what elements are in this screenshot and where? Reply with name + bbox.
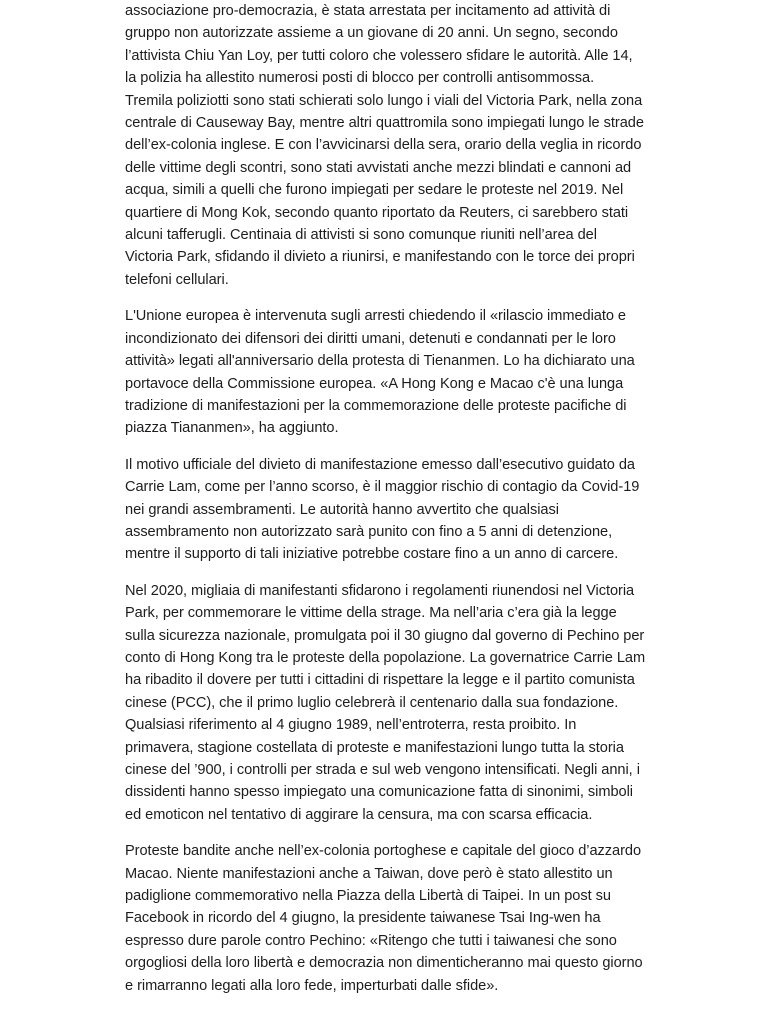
article-paragraph-1: associazione pro-democrazia, è stata arrestata per incitamento ad attività di gruppo non autorizzate assieme a un giovane di 20 anni. Un segno, secondo l’attivista Chiu Yan Loy, per tutti coloro che volessero sfidare le autorità. Alle 14, la polizia ha allestito numerosi posti di blocco per controlli antisommossa. (125, 3, 633, 87)
article-paragraph-2: Tremila poliziotti sono stati schierati solo lungo i viali del Victoria Park, nella zona centrale di Causeway Bay, mentre altri quattromila sono impiegati lungo le strade dell’ex-colonia inglese. E con l’avvicinarsi della sera, orario della veglia in ricordo delle vittime degli scontri, sono stati avvistati anche mezzi blindati e cannoni ad acqua, simili a quelli che furono impiegati per sedare le proteste nel 2019. Nel quartiere di Mong Kok, secondo quanto riportato da Reuters, ci sarebbero stati alcuni tafferugli. Centinaia di attivisti si sono comunque riuniti nell’area del Victoria Park, sfidando il divieto a riunirsi, e manifestando con le torce dei propri telefoni cellulari. (125, 92, 644, 288)
article-body (125, 0, 647, 1011)
article-paragraph-3: L'Unione europea è intervenuta sugli arresti chiedendo il «rilascio immediato e incondizionato dei difensori dei diritti umani, detenuti e condannati per le loro attività» legati all'anniversario della protesta di Tienanmen. Lo ha dichiarato una portavoce della Commissione europea. «A Hong Kong e Macao c'è una lunga tradizione di manifestazioni per la commemorazione delle proteste pacifiche di piazza Tiananmen», ha aggiunto. (125, 308, 635, 437)
article-paragraph-7: Proteste bandite anche nell’ex-colonia portoghese e capitale del gioco d’azzardo Macao. Niente manifestazioni anche a Taiwan, dove però è stato allestito un padiglione commemorativo nella Piazza della Libertà di Taipei. In un post su Facebook in ricordo del 4 giugno, la presidente taiwanese Tsai Ing-wen ha espresso dure parole contro Pechino: «Ritengo che tutti i taiwanesi che sono orgogliosi della loro libertà e democrazia non dimenticheranno mai questo giorno e rimarranno legati alla loro fede, imperturbati dalle sfide». (125, 843, 643, 994)
article-paragraph-4: Il motivo ufficiale del divieto di manifestazione emesso dall’esecutivo guidato da Carrie Lam, come per l’anno scorso, è il maggior rischio di contagio da Covid-19 nei grandi assembramenti. Le autorità hanno avvertito che qualsiasi assembramento non autorizzato sarà punito con fino a 5 anni di detenzione, mentre il supporto di tali iniziative potrebbe costare fino a un anno di carcere. (125, 456, 640, 563)
article-paragraph-5: Nel 2020, migliaia di manifestanti sfidarono i regolamenti riunendosi nel Victoria Park, per commemorare le vittime della strage. Ma nell’aria c’era già la legge sulla sicurezza nazionale, promulgata poi il 30 giugno dal governo di Pechino per conto di Hong Kong tra le proteste della popolazione. La governatrice Carrie Lam ha ribadito il dovere per tutti i cittadini di rispettare la legge e il partito comunista cinese (PCC), che il primo luglio celebrerà il centenario dalla sua fondazione. Qualsiasi riferimento al 4 giugno 1989, nell’entroterra, resta proibito. In primavera, stagione costellata di proteste e manifestazioni lungo tutta la storia cinese del ’900, i controlli per strada e sul web vengono intensificati. Negli anni, i dissidenti hanno spesso impiegato una comunicazione fatta di sinonimi, simboli (125, 582, 646, 801)
article-paragraph-6: ed emoticon nel tentativo di aggirare la censura, ma con scarsa efficacia. (125, 806, 593, 823)
